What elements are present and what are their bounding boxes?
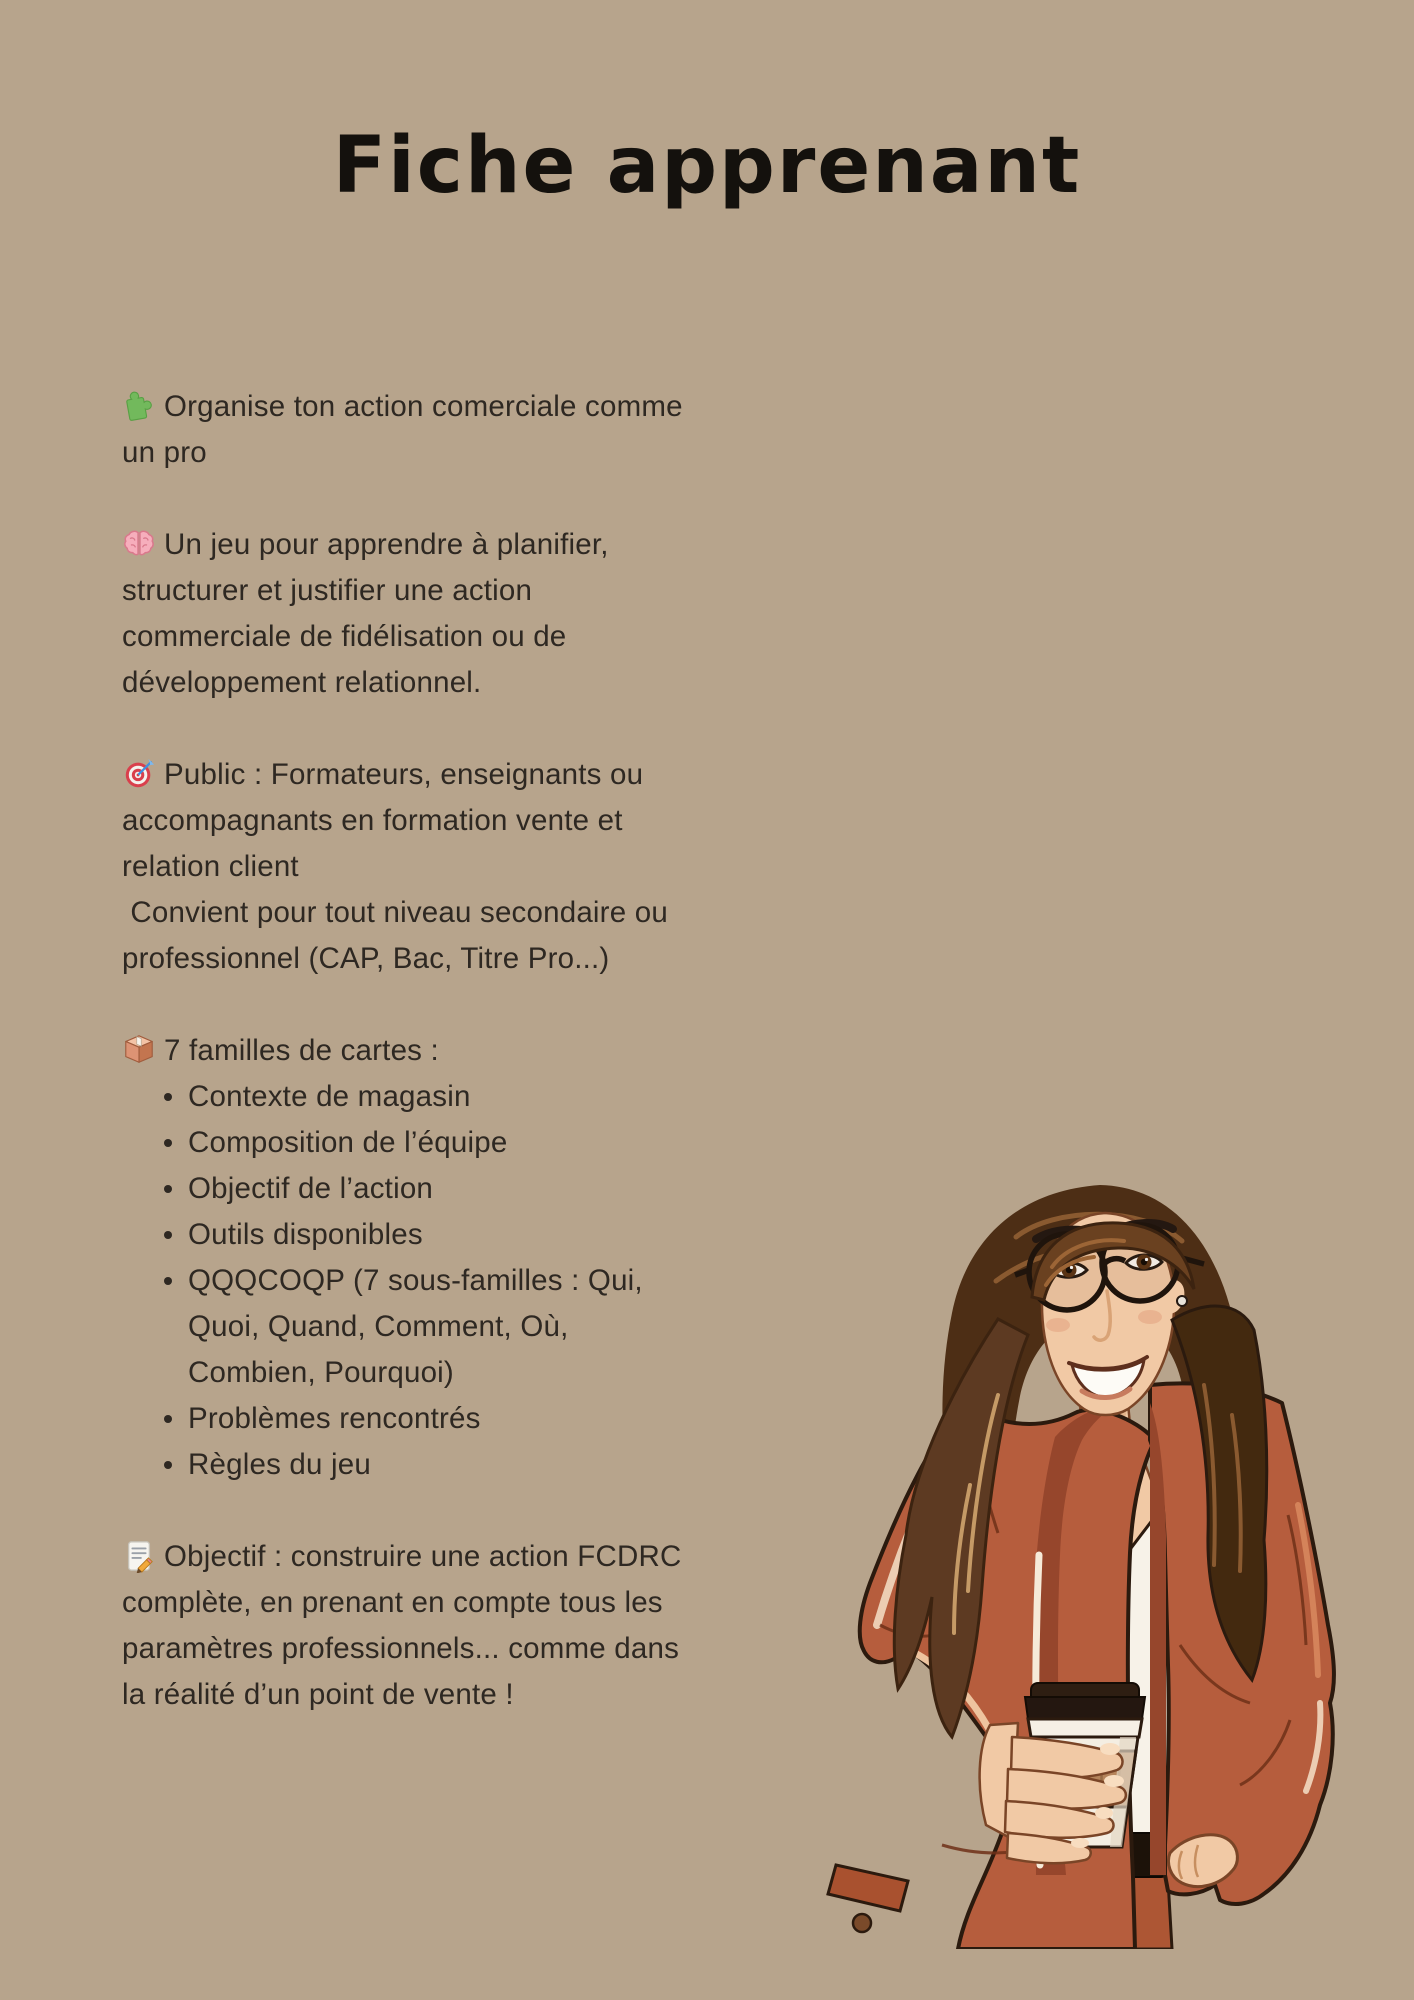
list-item-text: Objectif de l’action: [188, 1172, 434, 1205]
list-item-text: Composition de l’équipe: [188, 1126, 508, 1159]
list-item-text: Problèmes rencontrés: [188, 1402, 481, 1435]
content-column: [122, 384, 700, 1764]
card-families-heading-text: 7 familles de cartes :: [164, 1034, 439, 1067]
intro-text: Organise ton action comerciale comme un pro: [122, 390, 683, 469]
list-item: [122, 1074, 700, 1120]
list-item: [122, 1212, 700, 1258]
audience-text-1: Public : Formateurs, enseignants ou accompagnants en formation vente et relation client: [122, 758, 652, 883]
package-icon: [122, 1033, 156, 1067]
card-families-list: [122, 1074, 700, 1488]
list-item-text: Outils disponibles: [188, 1218, 423, 1251]
list-item: [122, 1258, 700, 1396]
list-item: [122, 1166, 700, 1212]
audience-paragraph: [122, 752, 700, 982]
target-icon: [122, 757, 156, 791]
game-text: Un jeu pour apprendre à planifier, structurer et justifier une action commerciale de fidélisation ou de développement relationnel.: [122, 528, 609, 699]
intro-paragraph: [122, 384, 700, 476]
list-item-text: QQQCOQP (7 sous-familles : Qui, Quoi, Quand, Comment, Où, Combien, Pourquoi): [188, 1264, 643, 1389]
card-families-section: [122, 1028, 700, 1488]
list-item: [122, 1442, 700, 1488]
list-item: [122, 1120, 700, 1166]
memo-icon: [122, 1539, 156, 1573]
list-item: [122, 1396, 700, 1442]
objective-paragraph: [122, 1534, 700, 1718]
audience-text-2: Convient pour tout niveau secondaire ou professionnel (CAP, Bac, Titre Pro...): [122, 896, 677, 975]
puzzle-icon: [122, 389, 156, 423]
card-families-heading: [122, 1028, 700, 1074]
woman-illustration: [820, 1085, 1340, 1949]
list-item-text: Contexte de magasin: [188, 1080, 471, 1113]
objective-text: Objectif : construire une action FCDRC complète, en prenant en compte tous les paramètres professionnels... comme dans la réalité d’un point de vente !: [122, 1540, 682, 1711]
game-paragraph: [122, 522, 700, 706]
brain-icon: [122, 527, 156, 561]
page-title: Fiche apprenant: [332, 121, 1082, 211]
list-item-text: Règles du jeu: [188, 1448, 371, 1481]
